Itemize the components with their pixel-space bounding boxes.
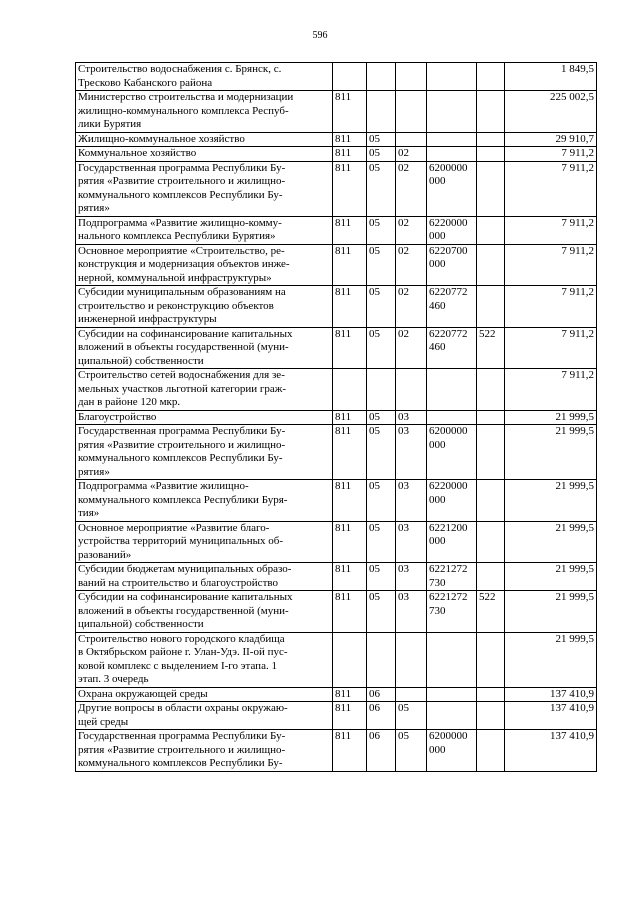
target-article-line: 000: [429, 535, 446, 547]
name-line: жилищно-коммунального комплекса Респуб-: [78, 104, 289, 117]
name-line: инженерной инфраструктуры: [78, 313, 217, 325]
name-line: Субсидии бюджетам муниципальных образо-: [78, 563, 292, 575]
name-line: Государственная программа Республики Бу-: [78, 161, 286, 174]
name-line: Охрана окружающей среды: [78, 687, 208, 700]
subsection-cell: 02: [396, 286, 427, 328]
subsection-cell: 05: [396, 702, 427, 730]
name-line: Тресково Кабанского района: [78, 76, 213, 89]
name-line: коммунального комплекса Республики Буря-: [78, 493, 288, 506]
table-row: [76, 327, 597, 369]
expense-type-cell: [477, 132, 505, 147]
amount-cell: 21 999,5: [505, 480, 597, 522]
name-line: Подпрограмма «Развитие жилищно-комму-: [78, 216, 282, 229]
amount-cell: 21 999,5: [505, 563, 597, 591]
section-cell: 05: [367, 132, 396, 147]
target-article-cell: [427, 563, 477, 591]
target-article-line: 6200000: [429, 161, 468, 174]
target-article-line: 000: [429, 230, 446, 242]
ved-cell: 811: [333, 563, 367, 591]
amount-cell: 21 999,5: [505, 632, 597, 687]
name-line: Основное мероприятие «Строительство, ре-: [78, 244, 285, 257]
target-article-cell: [427, 91, 477, 133]
target-article-cell: [427, 132, 477, 147]
name-line: Строительство сетей водоснабжения для зе-: [78, 369, 285, 381]
name-line: Государственная программа Республики Бу-: [78, 425, 286, 437]
expense-type-cell: [477, 632, 505, 687]
amount-cell: 29 910,7: [505, 132, 597, 147]
target-article-line: 730: [429, 576, 446, 589]
section-cell: 06: [367, 687, 396, 702]
section-cell: 05: [367, 480, 396, 522]
target-article-cell: [427, 244, 477, 286]
expense-type-cell: 522: [477, 591, 505, 633]
name-cell: [76, 147, 333, 162]
ved-cell: 811: [333, 410, 367, 425]
name-cell: [76, 63, 333, 91]
section-cell: [367, 63, 396, 91]
ved-cell: 811: [333, 132, 367, 147]
name-cell: [76, 244, 333, 286]
expense-type-cell: [477, 147, 505, 162]
ved-cell: 811: [333, 327, 367, 369]
name-line: Благоустройство: [78, 410, 157, 423]
target-article-line: 6220700: [429, 244, 468, 257]
name-cell: [76, 410, 333, 425]
expense-type-cell: [477, 63, 505, 91]
name-line: этап. 3 очередь: [78, 673, 149, 685]
table-row: [76, 132, 597, 147]
amount-cell: 7 911,2: [505, 369, 597, 411]
amount-cell: 7 911,2: [505, 161, 597, 216]
budget-table: [75, 62, 597, 772]
target-article-line: 6221272: [429, 563, 468, 575]
target-article-cell: [427, 632, 477, 687]
subsection-cell: 02: [396, 161, 427, 216]
amount-cell: 7 911,2: [505, 286, 597, 328]
table-row: [76, 632, 597, 687]
name-line: коммунального комплексов Республики Бу-: [78, 188, 283, 201]
subsection-cell: 02: [396, 244, 427, 286]
name-line: ципальной) собственности: [78, 618, 204, 630]
name-line: Субсидии на софинансирование капитальных: [78, 591, 293, 603]
name-cell: [76, 702, 333, 730]
ved-cell: 811: [333, 147, 367, 162]
name-line: рятия»: [78, 202, 110, 214]
amount-cell: 7 911,2: [505, 147, 597, 162]
table-row: [76, 480, 597, 522]
amount-cell: 7 911,2: [505, 244, 597, 286]
amount-cell: 1 849,5: [505, 63, 597, 91]
table-row: [76, 687, 597, 702]
section-cell: 05: [367, 591, 396, 633]
ved-cell: 811: [333, 521, 367, 563]
expense-type-cell: [477, 702, 505, 730]
ved-cell: 811: [333, 591, 367, 633]
expense-type-cell: 522: [477, 327, 505, 369]
name-line: Подпрограмма «Развитие жилищно-: [78, 480, 249, 492]
ved-cell: 811: [333, 91, 367, 133]
target-article-cell: [427, 480, 477, 522]
amount-cell: 21 999,5: [505, 521, 597, 563]
ved-cell: 811: [333, 244, 367, 286]
subsection-cell: 02: [396, 327, 427, 369]
ved-cell: [333, 369, 367, 411]
target-article-line: 6220772: [429, 286, 468, 298]
name-line: Субсидии муниципальным образованиям на: [78, 286, 286, 298]
name-line: Жилищно-коммунальное хозяйство: [78, 132, 245, 145]
target-article-cell: [427, 327, 477, 369]
expense-type-cell: [477, 425, 505, 480]
name-line: лики Бурятия: [78, 118, 142, 130]
section-cell: 06: [367, 730, 396, 772]
name-line: Строительство нового городского кладбища: [78, 632, 285, 645]
name-line: строительство и реконструкцию объектов: [78, 299, 274, 312]
expense-type-cell: [477, 687, 505, 702]
section-cell: 05: [367, 216, 396, 244]
subsection-cell: [396, 91, 427, 133]
section-cell: [367, 632, 396, 687]
name-line: рятия «Развитие строительного и жилищно-: [78, 743, 286, 756]
name-line: Министерство строительства и модернизации: [78, 91, 294, 103]
target-article-cell: [427, 161, 477, 216]
name-cell: [76, 687, 333, 702]
amount-cell: 7 911,2: [505, 327, 597, 369]
subsection-cell: 03: [396, 591, 427, 633]
expense-type-cell: [477, 730, 505, 772]
subsection-cell: 03: [396, 480, 427, 522]
table-row: [76, 286, 597, 328]
table-row: [76, 563, 597, 591]
target-article-line: 460: [429, 341, 446, 353]
name-line: мельных участков льготной категории граж-: [78, 382, 287, 395]
table-row: [76, 410, 597, 425]
expense-type-cell: [477, 410, 505, 425]
name-line: рятия»: [78, 465, 110, 478]
section-cell: 05: [367, 327, 396, 369]
table-row: [76, 425, 597, 480]
target-article-line: 460: [429, 299, 446, 312]
name-line: коммунального комплексов Республики Бу-: [78, 757, 283, 769]
name-cell: [76, 161, 333, 216]
name-line: Другие вопросы в области охраны окружаю-: [78, 702, 288, 714]
page-number: 596: [312, 30, 328, 41]
subsection-cell: 03: [396, 425, 427, 480]
section-cell: 05: [367, 410, 396, 425]
target-article-line: 6200000: [429, 730, 468, 742]
table-row: [76, 91, 597, 133]
expense-type-cell: [477, 286, 505, 328]
subsection-cell: 02: [396, 216, 427, 244]
name-line: Коммунальное хозяйство: [78, 147, 197, 159]
amount-cell: 21 999,5: [505, 591, 597, 633]
name-line: нального комплекса Республики Бурятия»: [78, 230, 276, 242]
amount-cell: 137 410,9: [505, 730, 597, 772]
target-article-cell: [427, 286, 477, 328]
subsection-cell: [396, 63, 427, 91]
target-article-cell: [427, 521, 477, 563]
section-cell: 05: [367, 286, 396, 328]
ved-cell: 811: [333, 216, 367, 244]
target-article-line: 730: [429, 604, 446, 617]
name-line: щей среды: [78, 715, 129, 728]
name-line: вложений в объекты государственной (муни-: [78, 341, 289, 353]
subsection-cell: 02: [396, 147, 427, 162]
section-cell: [367, 369, 396, 411]
name-line: рятия «Развитие строительного и жилищно-: [78, 438, 286, 451]
target-article-cell: [427, 369, 477, 411]
subsection-cell: 03: [396, 521, 427, 563]
subsection-cell: 05: [396, 730, 427, 772]
name-line: Строительство водоснабжения с. Брянск, с.: [78, 63, 282, 75]
name-line: Государственная программа Республики Бу-: [78, 730, 286, 742]
section-cell: 06: [367, 702, 396, 730]
name-line: ципальной) собственности: [78, 354, 204, 367]
ved-cell: 811: [333, 286, 367, 328]
section-cell: 05: [367, 147, 396, 162]
table-row: [76, 591, 597, 633]
amount-cell: 21 999,5: [505, 425, 597, 480]
target-article-cell: [427, 591, 477, 633]
ved-cell: 811: [333, 702, 367, 730]
name-cell: [76, 327, 333, 369]
target-article-line: 000: [429, 258, 446, 270]
name-cell: [76, 632, 333, 687]
target-article-line: 000: [429, 493, 446, 506]
target-article-cell: [427, 730, 477, 772]
name-cell: [76, 480, 333, 522]
table-row: [76, 244, 597, 286]
name-line: ваний на строительство и благоустройство: [78, 576, 278, 589]
amount-cell: 225 002,5: [505, 91, 597, 133]
expense-type-cell: [477, 563, 505, 591]
name-line: Субсидии на софинансирование капитальных: [78, 327, 293, 340]
target-article-cell: [427, 63, 477, 91]
name-line: устройства территорий муниципальных об-: [78, 535, 284, 547]
name-cell: [76, 730, 333, 772]
expense-type-cell: [477, 244, 505, 286]
ved-cell: 811: [333, 425, 367, 480]
name-line: ковой комплекс с выделением I-го этапа. 1: [78, 659, 277, 672]
expense-type-cell: [477, 216, 505, 244]
name-cell: [76, 563, 333, 591]
target-article-line: 6221200: [429, 521, 468, 534]
subsection-cell: [396, 132, 427, 147]
expense-type-cell: [477, 521, 505, 563]
amount-cell: 7 911,2: [505, 216, 597, 244]
subsection-cell: [396, 369, 427, 411]
name-line: дан в районе 120 мкр.: [78, 396, 181, 408]
target-article-line: 000: [429, 175, 446, 187]
target-article-line: 6221272: [429, 591, 468, 603]
table-row: [76, 369, 597, 411]
table-row: [76, 147, 597, 162]
table-row: [76, 730, 597, 772]
budget-table-body: [76, 63, 597, 772]
expense-type-cell: [477, 369, 505, 411]
ved-cell: 811: [333, 480, 367, 522]
name-cell: [76, 521, 333, 563]
name-cell: [76, 132, 333, 147]
name-cell: [76, 91, 333, 133]
name-cell: [76, 425, 333, 480]
subsection-cell: 03: [396, 563, 427, 591]
target-article-cell: [427, 410, 477, 425]
subsection-cell: [396, 687, 427, 702]
section-cell: 05: [367, 244, 396, 286]
ved-cell: 811: [333, 161, 367, 216]
target-article-cell: [427, 702, 477, 730]
target-article-line: 6220000: [429, 480, 468, 492]
name-cell: [76, 216, 333, 244]
name-cell: [76, 286, 333, 328]
target-article-cell: [427, 425, 477, 480]
name-line: тия»: [78, 507, 100, 519]
target-article-line: 6200000: [429, 425, 468, 437]
name-line: разований»: [78, 548, 132, 561]
expense-type-cell: [477, 161, 505, 216]
name-line: вложений в объекты государственной (муни-: [78, 604, 289, 617]
name-line: Основное мероприятие «Развитие благо-: [78, 521, 270, 534]
section-cell: 05: [367, 563, 396, 591]
section-cell: [367, 91, 396, 133]
name-line: нерной, коммунальной инфраструктуры»: [78, 271, 272, 284]
target-article-line: 6220000: [429, 216, 468, 229]
section-cell: 05: [367, 161, 396, 216]
target-article-cell: [427, 687, 477, 702]
table-row: [76, 63, 597, 91]
target-article-cell: [427, 216, 477, 244]
table-row: [76, 521, 597, 563]
name-line: рятия «Развитие строительного и жилищно-: [78, 175, 286, 187]
name-cell: [76, 369, 333, 411]
target-article-line: 6220772: [429, 327, 468, 340]
name-cell: [76, 591, 333, 633]
ved-cell: [333, 63, 367, 91]
subsection-cell: 03: [396, 410, 427, 425]
ved-cell: [333, 632, 367, 687]
ved-cell: 811: [333, 730, 367, 772]
target-article-line: 000: [429, 743, 446, 756]
target-article-line: 000: [429, 438, 446, 451]
ved-cell: 811: [333, 687, 367, 702]
name-line: в Октябрьском районе г. Улан-Удэ. II-ой пус-: [78, 646, 288, 658]
table-row: [76, 216, 597, 244]
name-line: коммунального комплексов Республики Бу-: [78, 452, 283, 464]
table-row: [76, 161, 597, 216]
expense-type-cell: [477, 91, 505, 133]
expense-type-cell: [477, 480, 505, 522]
table-row: [76, 702, 597, 730]
amount-cell: 21 999,5: [505, 410, 597, 425]
subsection-cell: [396, 632, 427, 687]
amount-cell: 137 410,9: [505, 702, 597, 730]
target-article-cell: [427, 147, 477, 162]
section-cell: 05: [367, 425, 396, 480]
section-cell: 05: [367, 521, 396, 563]
amount-cell: 137 410,9: [505, 687, 597, 702]
name-line: конструкция и модернизация объектов инже-: [78, 258, 290, 270]
